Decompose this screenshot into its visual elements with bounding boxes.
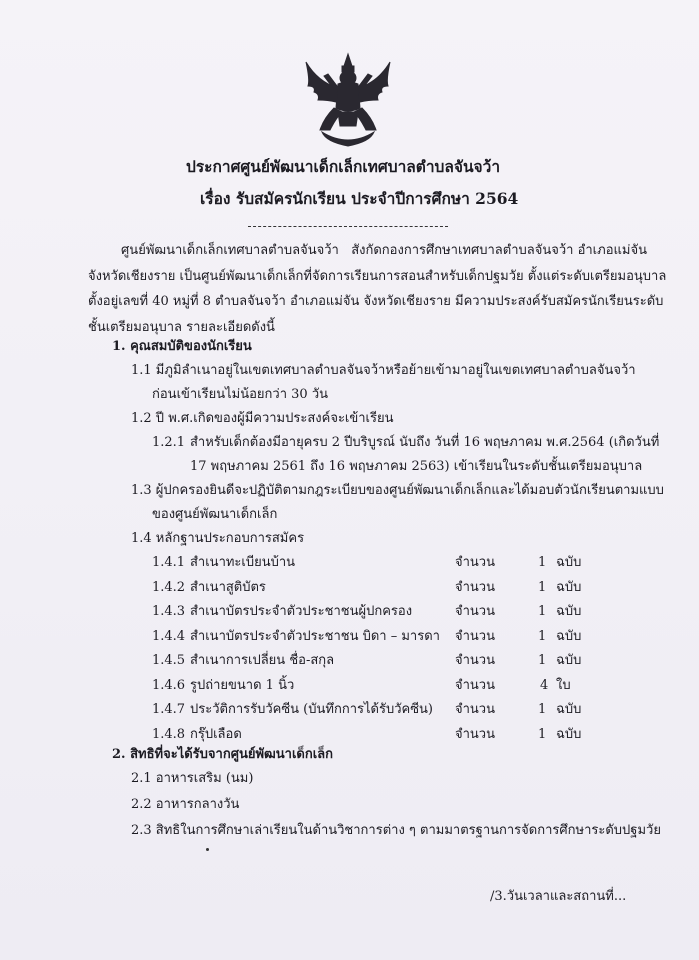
document-name: สำเนาทะเบียนบ้าน [190,555,296,570]
document-qty: 1 [538,555,547,570]
document-qty-label: จำนวน [455,555,495,570]
item-2-3: 2.3 สิทธิในการศึกษาเล่าเรียนในด้านวิชาการต่าง ๆ ตามมาตรฐานการจัดการศึกษาระดับปฐมวัย [131,823,661,838]
document-number: 1.4.1 [152,555,186,570]
document-qty: 1 [538,702,547,717]
item-1-3: 1.3 ผู้ปกครองยินดีจะปฏิบัติตามกฎระเบียบของศูนย์พัฒนาเด็กเล็กและได้มอบตัวนักเรียนตามแบบ [131,483,664,498]
document-number: 1.4.3 [152,604,186,619]
item-1-4: 1.4 หลักฐานประกอบการสมัคร [131,531,305,546]
announcement-title: ประกาศศูนย์พัฒนาเด็กเล็กเทศบาลตำบลจันจว้า [186,157,501,176]
document-unit: ฉบับ [556,628,582,644]
document-qty-label: จำนวน [455,653,495,668]
section1-heading: 1. คุณสมบัติของนักเรียน [112,339,252,354]
item-1-3-cont: ของศูนย์พัฒนาเด็กเล็ก [152,507,278,522]
item-1-2-1-cont: 17 พฤษภาคม 2561 ถึง 16 พฤษภาคม 2563) เข้าเรียนในระดับชั้นเตรียมอนุบาล [190,459,643,474]
document-qty: 1 [538,726,547,742]
garuda-emblem [300,52,396,150]
intro-line: จังหวัดเชียงราย เป็นศูนย์พัฒนาเด็กเล็กที่จัดการเรียนการสอนสำหรับเด็กปฐมวัย ตั้งแต่ระดับเตรียมอนุบาล [88,268,667,284]
document-name: กรุ๊ปเลือด [190,726,242,742]
document-number: 1.4.5 [152,653,186,668]
document-number: 1.4.8 [152,726,186,742]
intro-line: ตั้งอยู่เลขที่ 40 หมู่ที่ 8 ตำบลจันจว้า อำเภอแม่จัน จังหวัดเชียงราย มีความประสงค์รับสมัครนักเรียนระดับ [88,294,664,309]
document-name: ประวัติการรับวัคซีน (บันทึกการได้รับวัคซีน) [190,702,433,717]
item-1-2-1-number: 1.2.1 [152,435,186,450]
document-name: สำเนาบัตรประจำตัวประชาชน บิดา – มารดา [190,628,440,644]
item-1-1: 1.1 มีภูมิลำเนาอยู่ในเขตเทศบาลตำบลจันจว้าหรือย้ายเข้ามาอยู่ในเขตเทศบาลตำบลจันจว้า [131,363,636,378]
document-unit: ฉบับ [556,726,582,742]
document-unit: ฉบับ [556,653,582,668]
document-qty-label: จำนวน [455,702,495,717]
document-unit: ฉบับ [556,555,582,570]
document-unit: ฉบับ [556,579,582,595]
document-qty-label: จำนวน [455,604,495,619]
document-qty: 4 [540,677,549,693]
document-qty-label: จำนวน [455,628,495,644]
document-qty: 1 [538,628,547,644]
item-1-1-cont: ก่อนเข้าเรียนไม่น้อยกว่า 30 วัน [152,387,329,402]
item-2-1: 2.1 อาหารเสริม (นม) [131,771,254,786]
stray-dot [206,848,209,851]
document-number: 1.4.7 [152,702,186,717]
section2-heading: 2. สิทธิที่จะได้รับจากศูนย์พัฒนาเด็กเล็ก [112,747,333,762]
item-2-2: 2.2 อาหารกลางวัน [131,797,240,812]
title-divider [248,226,448,227]
document-qty-label: จำนวน [455,677,495,693]
continued-note: /3.วันเวลาและสถานที่... [490,889,627,904]
document-name: สำเนาบัตรประจำตัวประชาชนผู้ปกครอง [190,604,413,619]
document-number: 1.4.4 [152,628,186,644]
document-name: สำเนาสูติบัตร [190,579,266,595]
document-name: รูปถ่ายขนาด 1 นิ้ว [190,677,295,693]
intro-paragraph [88,238,667,340]
document-qty: 1 [538,604,547,619]
item-1-2-1: สำหรับเด็กต้องมีอายุครบ 2 ปีบริบูรณ์ นับถึง วันที่ 16 พฤษภาคม พ.ศ.2564 (เกิดวันที่ [190,435,660,450]
intro-line: ชั้นเตรียมอนุบาล รายละเอียดดังนี้ [88,319,275,335]
document-number: 1.4.6 [152,677,186,693]
document-qty: 1 [538,653,547,668]
announcement-subject: เรื่อง รับสมัครนักเรียน ประจำปีการศึกษา 2564 [200,189,519,208]
document-qty: 1 [538,579,547,595]
document-unit: ฉบับ [556,604,582,619]
item-1-2: 1.2 ปี พ.ศ.เกิดของผู้มีความประสงค์จะเข้าเรียน [131,411,394,426]
document-unit: ฉบับ [556,702,582,717]
document-qty-label: จำนวน [455,726,495,742]
intro-line: ศูนย์พัฒนาเด็กเล็กเทศบาลตำบลจันจว้า สังกัดกองการศึกษาเทศบาลตำบลจันจว้า อำเภอแม่จัน [88,243,647,258]
document-qty-label: จำนวน [455,579,495,595]
document-name: สำเนาการเปลี่ยน ชื่อ-สกุล [190,653,335,668]
document-unit: ใบ [556,677,571,693]
document-number: 1.4.2 [152,579,186,595]
